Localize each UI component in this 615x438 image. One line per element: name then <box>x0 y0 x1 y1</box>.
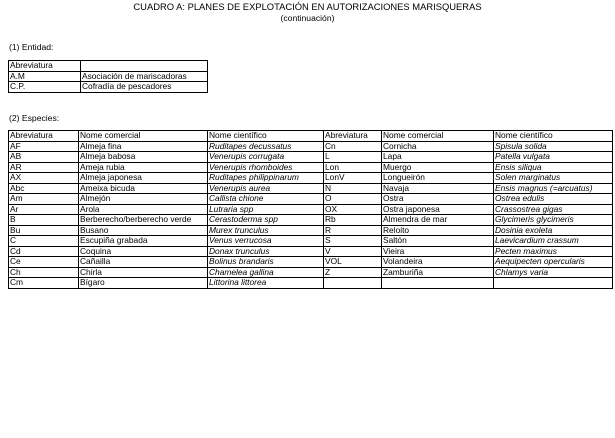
table-cell: Lon <box>324 162 382 173</box>
column-header: Abreviatura <box>9 131 79 142</box>
table-cell: C <box>9 236 79 247</box>
table-cell: Chirla <box>79 267 208 278</box>
table-cell: Coquina <box>79 246 208 257</box>
table-row <box>9 225 613 236</box>
table-cell: Almeja babosa <box>79 152 208 163</box>
table-cell: Bu <box>9 225 79 236</box>
table-cell: Spisula solida <box>494 141 613 152</box>
table-row <box>9 183 613 194</box>
table-cell: Ar <box>9 204 79 215</box>
table-cell: Berberecho/berberecho verde <box>79 215 208 226</box>
table-cell: Cañailla <box>79 257 208 268</box>
table-cell <box>382 278 494 289</box>
column-header: Abreviatura <box>324 131 382 142</box>
table-cell: O <box>324 194 382 205</box>
table-cell: Cerastoderma spp <box>208 215 324 226</box>
table-header-row <box>9 61 208 72</box>
table-cell: Aequipecten opercularis <box>494 257 613 268</box>
document-title: CUADRO A: PLANES DE EXPLOTACIÓN EN AUTORIZACIONES MARISQUERAS <box>133 1 482 12</box>
table-cell: Venerupis rhomboides <box>208 162 324 173</box>
table-row <box>9 246 613 257</box>
table-cell: S <box>324 236 382 247</box>
table-cell: Abc <box>9 183 79 194</box>
table-header-row <box>9 131 613 142</box>
table-cell: Am <box>9 194 79 205</box>
table-cell: Chlamys varia <box>494 267 613 278</box>
table-cell: Callista chione <box>208 194 324 205</box>
table-cell: Ce <box>9 257 79 268</box>
table-cell: AF <box>9 141 79 152</box>
column-header: Nome comercial <box>79 131 208 142</box>
table-cell: Almendra de mar <box>382 215 494 226</box>
table-cell: Pecten maximus <box>494 246 613 257</box>
table-cell: Venerupis aurea <box>208 183 324 194</box>
table-cell: AX <box>9 173 79 184</box>
table-cell: Solen marginatus <box>494 173 613 184</box>
table-cell: Dosinia exoleta <box>494 225 613 236</box>
table-cell: Zamburiña <box>382 267 494 278</box>
table-cell: N <box>324 183 382 194</box>
table-cell: Cofradía de pescadores <box>81 82 208 93</box>
column-header: Nome científico <box>494 131 613 142</box>
table-row <box>9 194 613 205</box>
table-cell: Rb <box>324 215 382 226</box>
table-cell: AR <box>9 162 79 173</box>
table-cell: V <box>324 246 382 257</box>
table-cell: VOL <box>324 257 382 268</box>
table-cell: Ruditapes decussatus <box>208 141 324 152</box>
table-cell: Bolinus brandaris <box>208 257 324 268</box>
document-subtitle: (continuación) <box>280 13 335 23</box>
table-cell: Almeja japonesa <box>79 173 208 184</box>
table-cell: Cornicha <box>382 141 494 152</box>
table-cell: Almejón <box>79 194 208 205</box>
table-row <box>9 173 613 184</box>
table-cell: Donax trunculus <box>208 246 324 257</box>
column-header: Abreviatura <box>9 61 81 72</box>
especies-heading: (2) Especies: <box>9 113 60 123</box>
column-header: Nome comercial <box>382 131 494 142</box>
table-row <box>9 204 613 215</box>
table-cell: Saltón <box>382 236 494 247</box>
table-cell: Ensis magnus (=arcuatus) <box>494 183 613 194</box>
table-cell: AB <box>9 152 79 163</box>
table-row <box>9 215 613 226</box>
table-cell: Lutraria spp <box>208 204 324 215</box>
table-row <box>9 141 613 152</box>
table-cell: Muergo <box>382 162 494 173</box>
table-cell: Cn <box>324 141 382 152</box>
table-row <box>9 236 613 247</box>
table-row <box>9 162 613 173</box>
table-cell: Ensis siliqua <box>494 162 613 173</box>
table-cell: Venus verrucosa <box>208 236 324 247</box>
table-cell: B <box>9 215 79 226</box>
table-cell: A.M <box>9 71 81 82</box>
table-cell: Bígaro <box>79 278 208 289</box>
table-cell: Vieira <box>382 246 494 257</box>
table-cell: Asociación de mariscadoras <box>81 71 208 82</box>
table-cell: Busano <box>79 225 208 236</box>
table-row <box>9 257 613 268</box>
table-cell: Ostra japonesa <box>382 204 494 215</box>
table-row <box>9 82 208 93</box>
table-row <box>9 278 613 289</box>
table-cell <box>324 278 382 289</box>
table-cell: Venerupis corrugata <box>208 152 324 163</box>
table-cell: Volandeira <box>382 257 494 268</box>
table-cell <box>494 278 613 289</box>
table-row <box>9 152 613 163</box>
table-cell: L <box>324 152 382 163</box>
table-cell: Lapa <box>382 152 494 163</box>
table-cell: Glycimeris glycimeris <box>494 215 613 226</box>
table-row <box>9 71 208 82</box>
table-cell: Murex trunculus <box>208 225 324 236</box>
table-cell: OX <box>324 204 382 215</box>
table-cell: R <box>324 225 382 236</box>
entidad-heading: (1) Entidad: <box>9 42 54 52</box>
table-cell: Ostrea edulis <box>494 194 613 205</box>
table-cell: Navaja <box>382 183 494 194</box>
table-cell: Almeja fina <box>79 141 208 152</box>
table-cell: Chamelea gallina <box>208 267 324 278</box>
table-cell: Cm <box>9 278 79 289</box>
table-cell: LonV <box>324 173 382 184</box>
column-header <box>81 61 208 72</box>
table-row <box>9 267 613 278</box>
especies-table <box>8 130 613 289</box>
table-cell: Reloito <box>382 225 494 236</box>
table-cell: Arola <box>79 204 208 215</box>
table-cell: Cd <box>9 246 79 257</box>
table-cell: Ch <box>9 267 79 278</box>
table-cell: Escupiña grabada <box>79 236 208 247</box>
table-cell: Ameja rubia <box>79 162 208 173</box>
table-cell: Ruditapes philippinarum <box>208 173 324 184</box>
entidad-table <box>8 60 208 93</box>
table-cell: Longueirón <box>382 173 494 184</box>
table-cell: Patella vulgata <box>494 152 613 163</box>
table-cell: Laevicardium crassum <box>494 236 613 247</box>
table-cell: Ameixa bicuda <box>79 183 208 194</box>
table-cell: Crassostrea gigas <box>494 204 613 215</box>
table-cell: Z <box>324 267 382 278</box>
table-cell: Ostra <box>382 194 494 205</box>
table-cell: C.P. <box>9 82 81 93</box>
column-header: Nome científico <box>208 131 324 142</box>
table-cell: Littorina littorea <box>208 278 324 289</box>
